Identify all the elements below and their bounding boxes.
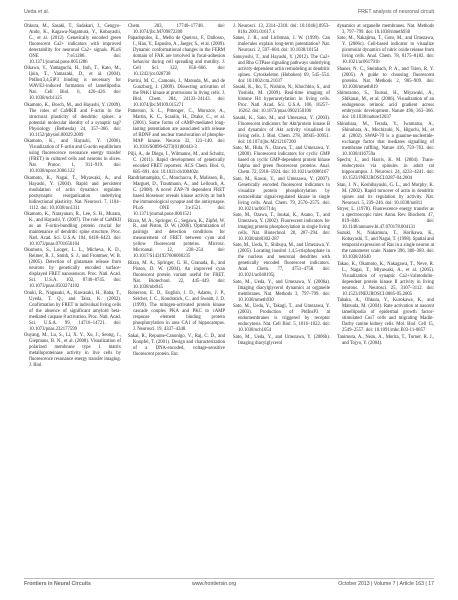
reference-entry: Sakai, R., Repunte-Canonigo, V., Raj, C. D., and Knopfel, T. (2001). Design and characterization of a DNA-encoded, voltage-sensitive fluorescent protein. Eur.: [128, 333, 225, 357]
page-header: [24, 9, 434, 19]
reference-entry: Shimozono, S., Tsutsui, H., Miyawaki, A., Shikanai, M., et al. (2006). Visualization of an endogenous retinoic acid gradient across embryonic development. Nature 496, 363–366. doi: 10.1038/nature12037: [337, 91, 434, 121]
reference-entry: Sanes, J. R., and Lichtman, J. W. (1999). Can molecules explain long-term potentiation? Nat. Neurosci. 2, 597–604. doi: 10.1038/10154: [233, 36, 330, 54]
journal-name: Frontiers in Neural Circuits: [24, 581, 91, 587]
references-columns: [24, 24, 434, 574]
reference-entry: dynamics at organelle membranes. Nat. Methods 3, 797–799. doi: 10.1038/nmeth930: [337, 24, 434, 35]
reference-entry: Okamoto, K., Narayanan, R., Lee, S. H., Murata, K., and Hayashi, Y. (2007). The role of CaMKII as an F-actin-bundling protein crucial for maintenance of dendritic spine structure. Proc. Natl. Acad. Sci. U.S.A. 104, 6418–6423. doi: 10.1073/pnas.0701656104: [24, 212, 121, 247]
reference-entry: Tabaka, A., Ohkura, Y., Kurokawa, K., and Matsuda, M. (2004). Rate activation at nascent lamellipodia of epidermal growth factor-stimulated Cos7 cells and migrating Madin-Darby canine kidney cells. Mol. Biol. Cell 15, 2549–2557. doi: 10.1091/mbc.E03-11-0857: [337, 298, 434, 334]
reference-entry: Oikawa, Y., Yamaguchi, H., Itoh, T., Kato, M., Ijuin, T., Yamazaki, D., et al. (2004). PtdIns(3,4,5)P3 binding is necessary for WAVE2-induced formation of lamellipodia. Nat. Cell Biol. 6, 420–426. doi: 10.1038/ncb1125: [24, 66, 121, 102]
reference-entry: Sato, M., Hida, N., Ozawa, T., and Umezawa, Y. (2000). Fluorescent indicators for cyclic GMP based on cyclic GMP-dependent protein kinase Ialpha and green fluorescent proteins. Anal. Chem. 72, 5918–5924. doi: 10.1021/ac0006167: [233, 146, 330, 176]
reference-entry: Takao, K., Okamoto, K., Nakagawa, T., Neve, R. L., Nagai, T., Miyawaki, A., et al. (2005). Visualization of synaptic Ca2+/calmodulin-dependent protein kinase II activity in living neurons. J. Neurosci. 25, 3107–3112. doi: 10.1523/JNEUROSCI.0085-05.2005: [337, 261, 434, 297]
reference-entry: Sato, M., Nakajima, T., Goto, M., and Umezawa, Y. (2006c). Cell-based indicator to visualize picomolar dynamics of nitric oxide release from living cells. Anal. Chem. 78, 8175–8182. doi: 10.1021/ac061791b: [337, 36, 434, 66]
reference-entry: Sasaki, K., Ito, T., Nishino, N., Khochbin, S., and Yoshida, M. (2009). Real-time imaging of histone H4 hyperacetylation in living cells. Proc. Natl. Acad. Sci. U.S.A. 106, 16257–16262. doi: 10.1073/pnas.0902150106: [233, 85, 330, 115]
reference-entry: Sasaki, K., Sato, M., and Umezawa, Y. (2003). Fluorescent indicators for Akt/protein kinase B and dynamics of Akt activity visualized in living cells. J. Biol. Chem. 278, 30945–30951. doi: 10.1074/jbc.M212167200: [233, 115, 330, 145]
reference-entry: Specht, J., and Harris, K. M. (2004). Trans-endocytosis via spinules in adult rat hippocampus. J. Neurosci. 24, 4233–4241. doi: 10.1523/JNEUROSCI.0287-04.2004: [337, 158, 434, 182]
reference-entry: Randriamampita, C., Mouchacca, P., Malissen, B., Marguet, D., Trautmann, A., and Lellouch, A. C. (2008). A novel ZAP-70 dependent FRET based biosensor reveals kinase activity at both the immunological synapse and the antisynapse. PLoS ONE 3:e1521. doi: 10.1371/journal.pone.0001521: [128, 176, 225, 218]
reference-entry: Rizzo, M. A., Springer, G. H., Granada, B., and Piston, D. W. (2004). An improved cyan fluorescent protein variant useful for FRET. Nat. Biotechnol. 22, 445–449. doi: 10.1038/nbt945: [128, 260, 225, 290]
reference-entry: Roberson, E. D., English, J. D., Adams, J. P., Selcher, J. C., Kondratick, C., and Sweatt, J. D. (1999). The mitogen-activated protein kinase cascade couples PKA and PKC to cAMP response element binding protein phosphorylation in area CA1 of hippocampus. J. Neurosci. 19, 4337–4348.: [128, 291, 225, 333]
page-footer: [24, 581, 434, 591]
reference-column-2: [128, 24, 225, 358]
reference-entry: Sato, M., Ueda, Y., Takagi, T., and Umezawa, Y. (2003). Production of PtdInsP3 at endomembranes is triggered by receptor endocytosis. Nat. Cell Biol. 5, 1016–1022. doi: 10.1038/ncb1054: [233, 304, 330, 334]
reference-entry: Pilji, A., de Diego, I., Wilmanns, M., and Schultz, C. (2011). Rapid development of genetically encoded FRET reporters. ACS Chem. Biol. 6, 685–691. doi: 10.1021/cb100402n: [128, 151, 225, 175]
reference-entry: Okamoto, K., Nagai, T., Miyawaki, A., and Hayashi, Y. (2004). Rapid and persistent modulation of actin dynamics regulates postsynaptic reorganization underlying bidirectional plasticity. Nat. Neurosci. 7, 1104–1112. doi: 10.1038/nn1311: [24, 175, 121, 211]
reference-entry: Sato, M., Ueda, Y., Shibuya, M., and Umezawa, Y. (2005). Locating inositol 1,4,5-trisphosphate in the nucleus and neuronal dendrites with genetically encoded fluorescent indicators. Anal. Chem. 77, 4751–4758. doi: 10.1021/ac040195j: [233, 243, 330, 279]
reference-entry: Sato, M., Ueda, Y., and Umezawa, Y. (2006b). Imaging diacylglycerol: [233, 334, 330, 346]
reference-entry: Okumoto, S., Looger, L. L., Micheva, K. D., Reimer, R. J., Smith, S. J., and Frommer, W. B. (2005). Detection of glutamate release from neurons by genetically encoded surface-displayed FRET nanosensors. Proc. Natl. Acad. Sci. U.S.A. 102, 8740–8745. doi: 10.1073/pnas.0503274102: [24, 248, 121, 290]
reference-entry: Okamoto, K., and Hayashi, Y. (2006). Visualization of F-actin and G-actin equilibrium using fluorescence resonance energy transfer (FRET) in cultured cells and neurons in slices. Nat. Protoc. 1, 911–919. doi: 10.1038/nprot.2006.122: [24, 139, 121, 175]
reference-entry: Sato, M., Ozawa, T., Inukai, K., Asano, T., and Umezawa, Y. (2002). Fluorescent indicators for imaging protein phosphorylation in single living cells. Nat. Biotechnol. 20, 287–294. doi: 10.1038/nbt0302-287: [233, 213, 330, 242]
reference-entry: Rizzo, M. A., Springer, G., Segawa, K., Zipfel, W. R., and Piston, D. W. (2006). Optimization of pairings and detection conditions for measurement of FRET between cyan and yellow fluorescent proteins. Microsc. Microanal. 12, 238–254. doi: 10.1017/S1431927606060235: [128, 218, 225, 260]
reference-entry: Ohkura, M., Sasaki, T., Sadakari, J., Gengyo-Ando, K., Kagawa-Nagamura, Y., Kobayashi, C., et al. (2012). Genetically encoded green fluorescent Ca2+ indicators with improved detectability for neuronal Ca2+ signals. PLoS ONE 7:e51286. doi: 10.1371/journal.pone.0051286: [24, 24, 121, 65]
reference-entry: Suzuki, N., Nakamura, T., Horikawa, K., Kobayashi, T., and Nagai, T. (1998). Spatial and temporal expression of Ras in a single neuron at the nanometer scale. Nature 396, 380–383. doi: 10.1038/24640: [337, 231, 434, 261]
reference-entry: Sanuyoshi, T., and Hayashi, Y. (2012). The Ca2+ and Rho GTPase signaling pathways underlying activity-dependent actin remodeling at dendritic spines. Cytoskeleton (Hoboken) 69, 545–554. doi: 10.1002/cm.21037: [233, 54, 330, 84]
reference-entry: Onuki, R., Nagasaki, A., Kawasaki, H., Baba, T., Uyeda, T. Q., and Taira, K. (2002). Confirmation by FRET in individual living cells of the absence of significant amyloid beta-mediated caspase 8 activation. Proc. Natl. Acad. Sci. U.S.A. 99, 14716–14721. doi: 10.1073/pnas.232177599: [24, 290, 121, 332]
reference-entry: Ouyang, M., Lu, S., Li, X. Y., Xu, J., Seong, J., Giepmans, B. N., et al. (2008). Visualization of polarized membrane type 1 matrix metalloproteinase activity in live cells by fluorescence resonance energy transfer imaging. J. Biol.: [24, 333, 121, 369]
reference-entry: Okamoto, K., Bosch, M., and Hayashi, Y. (2009). The roles of CaMKII and F-actin in the structural plasticity of dendritic spines: a potential molecular identity of a synaptic tag? Physiology (Bethesda) 24, 357–366. doi: 10.1152/physiol.00029.2009: [24, 102, 121, 138]
running-title: FRET analysis of neuronal circuit: [357, 9, 434, 15]
reference-entry: Parrini, M. C., Camonis, J., Matsuda, M., and de Gunzburg, J. (2009). Dissecting activation of the PAK1 kinase at protrusions in living cells. J. Biol. Chem. 284, 24133–24143. doi: 10.1074/jbc.M109.015271: [128, 78, 225, 108]
reference-entry: Chem. 283, 17740–17748. doi: 10.1074/jbc.M709872200: [128, 24, 225, 35]
reference-column-3: [233, 24, 330, 347]
reference-column-4: [337, 24, 434, 347]
running-author: Ueda et al.: [24, 9, 50, 15]
reference-entry: J. Neurosci. 13, 2314–2318. doi: 10.1046/j.0953-816x.2001.01617.x: [233, 24, 330, 35]
header-rule: [24, 20, 434, 21]
reference-entry: Sato, M., Kawai, Y., and Umezawa, Y. (2007). Genetically encoded fluorescent indicators to visualize protein phosphorylation by extracellular signal-regulated kinase in single living cells. Anal. Chem. 79, 2570–2575. doi: 10.1021/ac061714q: [233, 176, 330, 212]
reference-entry: Tanimura, A., Nezu, A., Morita, T., Turner, R. J., and Tojyo, Y. (2004).: [337, 334, 434, 346]
reference-entry: Patterson, S. L., Pittenger, C., Morozov, A., Martin, K. C., Scanlin, H., Drake, C., et al. (2001). Some forms of cAMP-mediated long-lasting potentiation are associated with release of BDNF and nuclear translocation of phospho-MAP kinase. Neuron 32, 123–140. doi: 10.1016/S0896-6273(01)00443-3: [128, 109, 225, 151]
reference-entry: Stan, J. N., Koshibayashi, G. L., and Murphy, K. M. (2002). Rapid turnover of actin in dendritic spines and its regulation by activity. Nat. Neurosci. 5, 239–246. doi: 10.1038/nn811: [337, 182, 434, 206]
reference-column-1: [24, 24, 121, 370]
reference-entry: Shinohara, M., Terada, Y., Iwamatsu, A., Shinohara, A., Mochizuki, N., Higuchi, M., et al. (2002). SWAP-70 is a guanine-nucleotide-exchange factor that mediates signalling of membrane ruffling. Nature 416, 759–763. doi: 10.1038/416759a: [337, 121, 434, 157]
issue-info: October 2013 | Volume 7 | Article 163 | 17: [338, 581, 434, 587]
reference-entry: Shaner, N. C., Steinbach, P. A., and Tsien, R. Y. (2005). A guide to choosing fluorescent proteins. Nat. Methods 2, 905–909. doi: 10.1038/nmeth819: [337, 66, 434, 90]
reference-entry: Stryer, L. (1978). Fluorescence energy transfer as a spectroscopic ruler. Annu. Rev. Biochem. 47, 819–846. doi: 10.1146/annurev.bi.47.070178.004131: [337, 207, 434, 230]
journal-url: www.frontiersin.org: [192, 581, 237, 587]
reference-entry: Sato, M., Ueda, Y., and Umezawa, Y. (2006a). Imaging diacylglycerol dynamics at organelle membranes. Nat. Methods 3, 797–799. doi: 10.1038/nmeth930: [233, 279, 330, 303]
reference-entry: Papadopulos, E., Mello de Queiroz, F., Dallosso, I., Hao, Y., Esposito, A., Jaeger, S., et al. (2009). Dynamic conformational changes in the FERM domain of FAK are involved in focal-adhesion behavior during cell spreading and motility. J. Cell Sci. 122, 656–666. doi: 10.1242/jcs.028738: [128, 36, 225, 78]
footer-rule: [24, 578, 434, 579]
